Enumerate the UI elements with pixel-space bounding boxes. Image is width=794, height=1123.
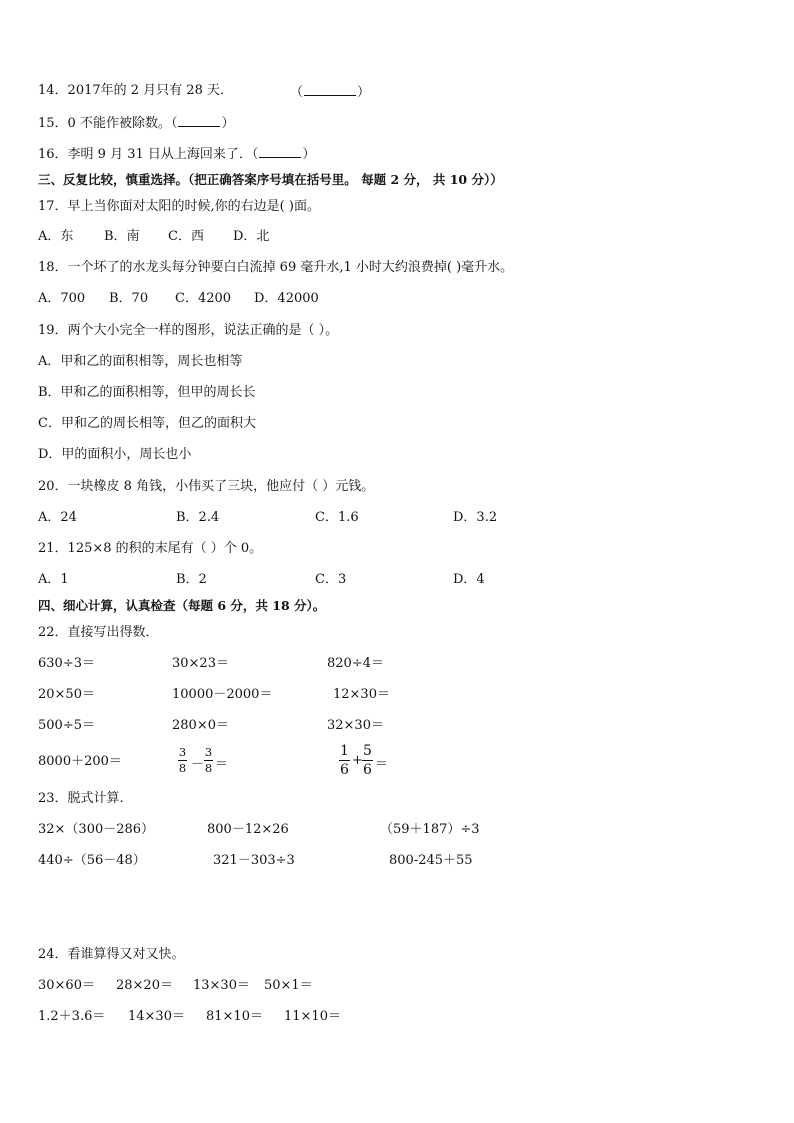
q24-item: 11×10＝ xyxy=(284,1009,341,1024)
q24-item: 28×20＝ xyxy=(116,978,173,993)
q19-option-d[interactable]: D．甲的面积小，周长也小 xyxy=(38,447,192,462)
question-24-text: 24．看谁算得又对又快。 xyxy=(38,947,185,962)
q23-item: 321－303÷3 xyxy=(213,853,295,868)
q17-option-c[interactable]: C．西 xyxy=(168,229,204,244)
equals-sign: ＝ xyxy=(215,757,229,772)
q23-item: 32×（300－286） xyxy=(38,822,155,837)
q21-option-d[interactable]: D．4 xyxy=(453,572,485,587)
question-15: 15．0 不能作被除数。（ ） xyxy=(38,116,235,131)
q22-item: 12×30＝ xyxy=(333,687,390,702)
equals-sign: ＝ xyxy=(375,757,389,772)
q21-option-c[interactable]: C．3 xyxy=(315,572,347,587)
answer-blank[interactable] xyxy=(259,145,301,158)
q24-item: 30×60＝ xyxy=(38,978,95,993)
q22-item: 630÷3＝ xyxy=(38,656,95,671)
answer-blank[interactable] xyxy=(178,114,220,127)
q19-option-c[interactable]: C．甲和乙的周长相等，但乙的面积大 xyxy=(38,416,256,431)
plus-sign: + xyxy=(352,753,363,768)
q24-item: 14×30＝ xyxy=(128,1009,185,1024)
q24-item: 81×10＝ xyxy=(206,1009,263,1024)
q20-option-c[interactable]: C．1.6 xyxy=(315,510,359,525)
answer-blank[interactable] xyxy=(304,83,356,96)
q18-option-d[interactable]: D．42000 xyxy=(254,291,319,306)
question-14-answer-slot: （ ） xyxy=(290,85,371,100)
minus-sign: － xyxy=(191,757,205,772)
q19-option-b[interactable]: B．甲和乙的面积相等，但甲的周长长 xyxy=(38,385,256,400)
q23-item: 800-245＋55 xyxy=(389,853,473,868)
q22-item: 32×30＝ xyxy=(327,718,384,733)
q17-option-d[interactable]: D．北 xyxy=(233,229,270,244)
question-23-text: 23．脱式计算. xyxy=(38,791,124,806)
fraction: 3 8 xyxy=(204,745,213,775)
q22-item: 10000－2000＝ xyxy=(172,687,273,702)
question-18-text: 18．一个坏了的水龙头每分钟要白白流掉 69 毫升水,1 小时大约浪费掉( )毫升水。 xyxy=(38,260,514,275)
section-3-title: 三、反复比较，慎重选择。（把正确答案序号填在括号里。 每题 2 分， 共 10 分）） xyxy=(38,172,503,187)
question-17-text: 17．早上当你面对太阳的时候,你的右边是( )面。 xyxy=(38,199,320,214)
q24-item: 13×30＝ xyxy=(193,978,250,993)
question-16-text: 16．李明 9 月 31 日从上海回来了．（ xyxy=(38,147,259,162)
question-20-text: 20．一块橡皮 8 角钱，小伟买了三块，他应付（ ）元钱。 xyxy=(38,479,375,494)
q18-option-c[interactable]: C．4200 xyxy=(175,291,232,306)
q20-option-b[interactable]: B．2.4 xyxy=(176,510,220,525)
q22-item: 20×50＝ xyxy=(38,687,95,702)
question-14 xyxy=(38,83,233,99)
q17-option-b[interactable]: B．南 xyxy=(104,229,140,244)
q20-option-d[interactable]: D．3.2 xyxy=(453,510,498,525)
question-21-text: 21．125×8 的积的末尾有（ ）个 0。 xyxy=(38,541,263,556)
q22-item: 280×0＝ xyxy=(172,718,229,733)
question-16: 16．李明 9 月 31 日从上海回来了．（ ） xyxy=(38,147,316,162)
fraction: 5 6 xyxy=(363,743,372,778)
q23-item: （59＋187）÷3 xyxy=(380,822,480,837)
q18-option-a[interactable]: A．700 xyxy=(38,291,86,306)
fraction: 1 6 xyxy=(340,743,349,778)
question-19-text: 19．两个大小完全一样的图形，说法正确的是（ ）。 xyxy=(38,323,339,338)
question-22-text: 22．直接写出得数． xyxy=(38,625,159,640)
q18-option-b[interactable]: B．70 xyxy=(109,291,149,306)
q23-item: 800－12×26 xyxy=(207,822,289,837)
q23-item: 440÷（56－48） xyxy=(38,853,146,868)
q22-item: 500÷5＝ xyxy=(38,718,95,733)
section-4-title: 四、细心计算，认真检查（每题 6 分，共 18 分）。 xyxy=(38,598,326,613)
question-14-text: 14．2017年的 2 月只有 28 天． xyxy=(38,83,233,98)
q19-option-a[interactable]: A．甲和乙的面积相等，周长也相等 xyxy=(38,354,243,369)
q17-option-a[interactable]: A．东 xyxy=(38,229,74,244)
q21-option-a[interactable]: A．1 xyxy=(38,572,69,587)
q22-item: 8000＋200＝ xyxy=(38,754,122,769)
q24-item: 50×1＝ xyxy=(264,978,313,993)
question-15-text: 15．0 不能作被除数。（ xyxy=(38,116,178,131)
q22-item: 30×23＝ xyxy=(172,656,229,671)
q24-item: 1.2＋3.6＝ xyxy=(38,1009,106,1024)
q20-option-a[interactable]: A．24 xyxy=(38,510,77,525)
fraction: 3 8 xyxy=(178,745,187,775)
q22-item: 820÷4＝ xyxy=(327,656,384,671)
q21-option-b[interactable]: B．2 xyxy=(176,572,207,587)
